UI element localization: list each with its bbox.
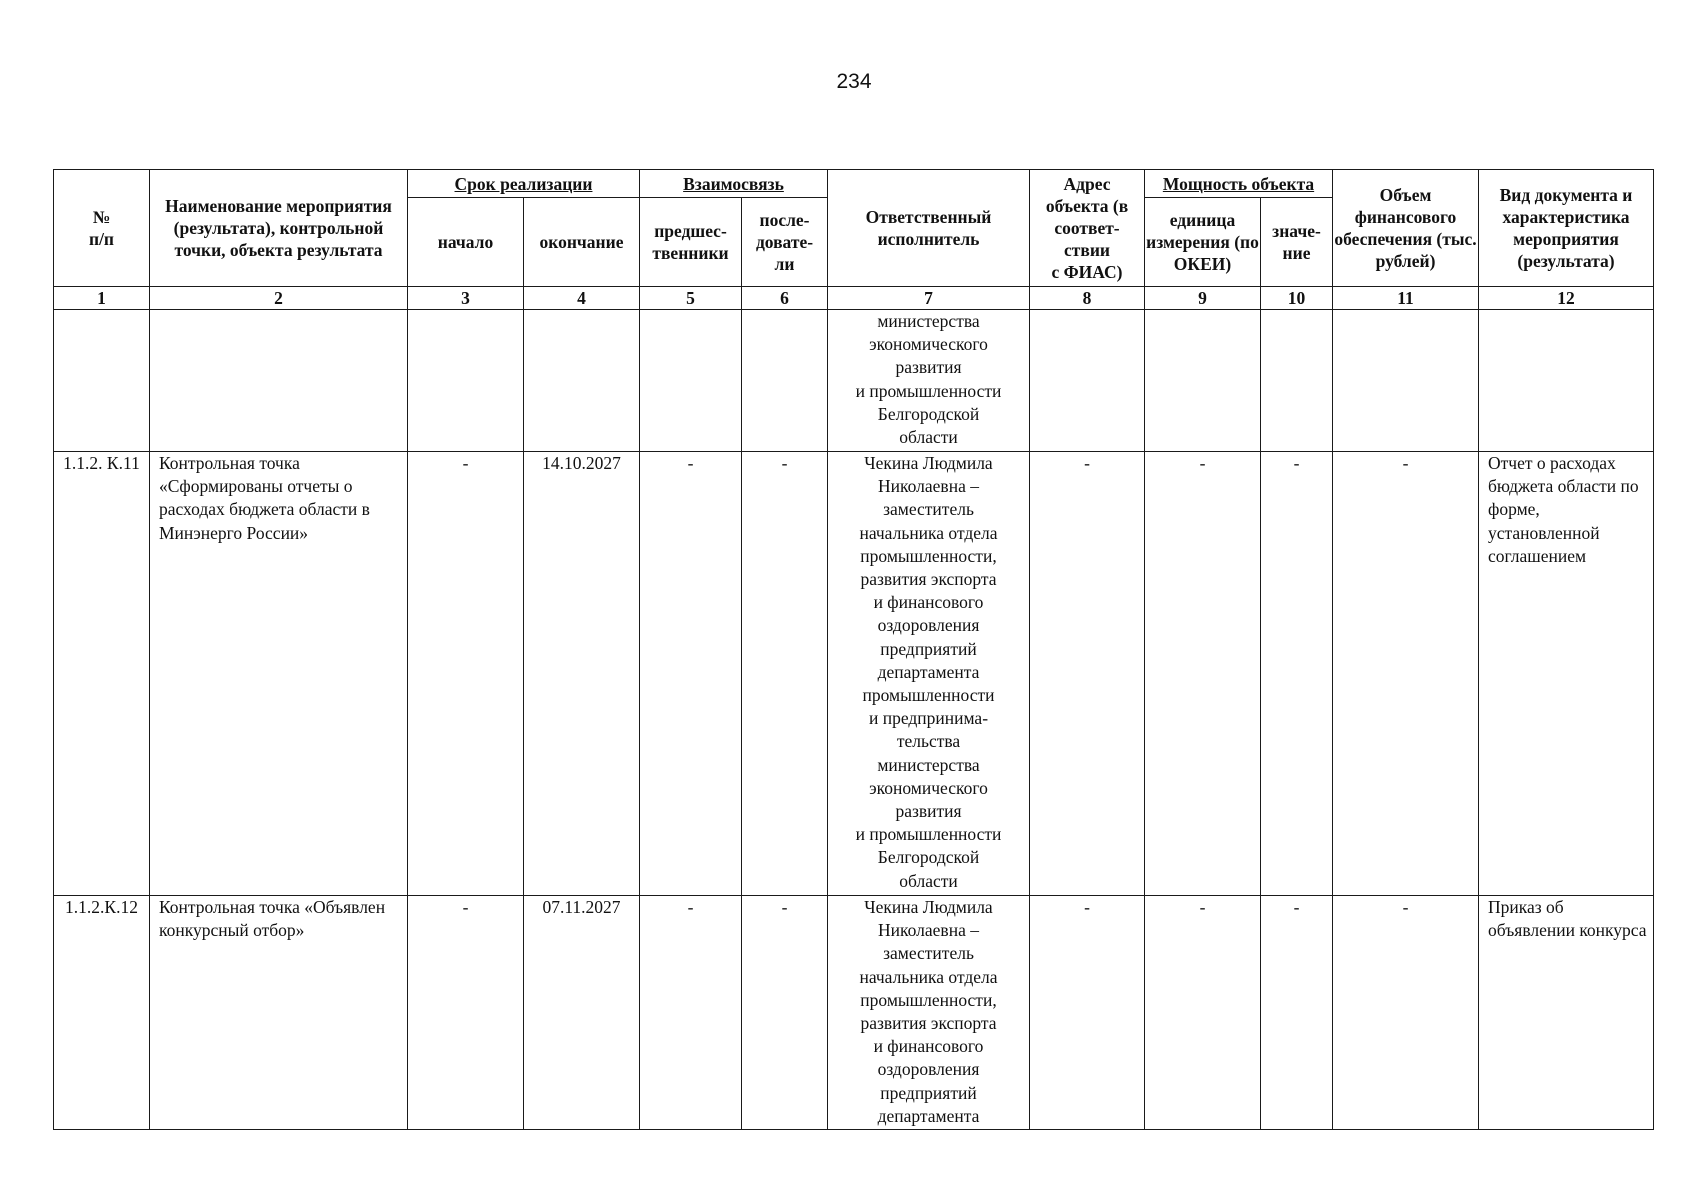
executor-line: министерства [877, 754, 980, 775]
executor-line: предприятий [880, 1082, 977, 1103]
header-link-next: после- довате- ли [742, 198, 828, 287]
executor-line: заместитель [883, 943, 974, 964]
row-finance: - [1333, 452, 1479, 896]
row-doc: Отчет о расходах бюджета области по форме, установленной соглашением [1479, 452, 1654, 896]
row-value [1261, 310, 1333, 452]
row-next: - [742, 452, 828, 896]
header-capacity-unit: единица измерения (по ОКЕИ) [1145, 198, 1261, 287]
column-number: 4 [524, 287, 640, 310]
row-address: - [1030, 896, 1145, 1130]
header-term-end: окончание [524, 198, 640, 287]
executor-line: экономического [869, 334, 988, 355]
header-no: № п/п [54, 170, 150, 287]
executor-line: промышленности [862, 685, 995, 706]
row-no: 1.1.2.К.12 [54, 896, 150, 1130]
row-doc [1479, 310, 1654, 452]
header-link-prev: предшес- твенники [640, 198, 742, 287]
executor-line: Чекина Людмила [864, 453, 993, 473]
executor-line: Николаевна – [878, 476, 979, 497]
row-value: - [1261, 896, 1333, 1130]
column-number: 8 [1030, 287, 1145, 310]
executor-line: промышленности, [860, 989, 997, 1010]
header-finance: Объем финансового обеспечения (тыс. рублей) [1333, 170, 1479, 287]
executor-line: развития экспорта [860, 569, 997, 590]
header-address: Адрес объекта (в соответ- ствии с ФИАС) [1030, 170, 1145, 287]
column-number: 7 [828, 287, 1030, 310]
row-name: Контрольная точка «Объявлен конкурсный отбор» [150, 896, 408, 1130]
row-finance [1333, 310, 1479, 452]
row-prev: - [640, 452, 742, 896]
column-numbers-row [54, 287, 1654, 310]
row-executor [828, 310, 1030, 452]
executor-line: министерства [877, 311, 980, 331]
row-start [408, 310, 524, 452]
executor-line: и предпринима- [868, 708, 989, 729]
page-number: 234 [836, 70, 872, 93]
row-prev: - [640, 896, 742, 1130]
row-unit: - [1145, 896, 1261, 1130]
row-name [150, 310, 408, 452]
table-row [54, 452, 1654, 896]
row-executor [828, 896, 1030, 1130]
row-no: 1.1.2. К.11 [54, 452, 150, 896]
executor-line: области [899, 427, 958, 448]
header-term-group: Срок реализации [408, 170, 640, 198]
executor-line: промышленности, [860, 545, 997, 566]
header-executor: Ответственный исполнитель [828, 170, 1030, 287]
table-row [54, 896, 1654, 1130]
executor-line: департамента [877, 1105, 980, 1126]
executor-line: тельства [896, 731, 961, 752]
column-number: 10 [1261, 287, 1333, 310]
executor-line: оздоровления [877, 615, 980, 636]
header-name: Наименование мероприятия (результата), контрольной точки, объекта результата [150, 170, 408, 287]
executor-line: начальника отдела [859, 966, 998, 987]
executor-line: предприятий [880, 638, 977, 659]
header-link-group: Взаимосвязь [640, 170, 828, 198]
executor-line: Белгородской [877, 403, 980, 424]
executor-line: оздоровления [877, 1059, 980, 1080]
column-number: 12 [1479, 287, 1654, 310]
header-term-start: начало [408, 198, 524, 287]
row-name: Контрольная точка «Сформированы отчеты о расходах бюджета области в Минэнерго России» [150, 452, 408, 896]
executor-line: и финансового [873, 592, 984, 613]
table-row [54, 310, 1654, 452]
column-number: 6 [742, 287, 828, 310]
header-row-top [54, 170, 1654, 198]
header-capacity-group: Мощность объекта [1145, 170, 1333, 198]
row-unit [1145, 310, 1261, 452]
row-value: - [1261, 452, 1333, 896]
row-start: - [408, 896, 524, 1130]
executor-line: Николаевна – [878, 920, 979, 941]
row-start: - [408, 452, 524, 896]
row-executor [828, 452, 1030, 896]
row-unit: - [1145, 452, 1261, 896]
column-number: 3 [408, 287, 524, 310]
header-doc: Вид документа и характеристика мероприятия (результата) [1479, 170, 1654, 287]
executor-line: и финансового [873, 1036, 984, 1057]
column-number: 5 [640, 287, 742, 310]
executor-line: департамента [877, 661, 980, 682]
executor-line: Чекина Людмила [864, 897, 993, 917]
row-finance: - [1333, 896, 1479, 1130]
column-number: 2 [150, 287, 408, 310]
row-end: 07.11.2027 [524, 896, 640, 1130]
activities-table [53, 169, 1654, 1130]
executor-line: заместитель [883, 499, 974, 520]
executor-line: и промышленности [855, 380, 1002, 401]
row-next [742, 310, 828, 452]
row-no [54, 310, 150, 452]
executor-line: развития экспорта [860, 1013, 997, 1034]
header-capacity-value: значе- ние [1261, 198, 1333, 287]
column-number: 11 [1333, 287, 1479, 310]
row-next: - [742, 896, 828, 1130]
executor-line: и промышленности [855, 824, 1002, 845]
executor-line: области [899, 870, 958, 891]
column-number: 9 [1145, 287, 1261, 310]
executor-line: развития [895, 357, 962, 378]
row-prev [640, 310, 742, 452]
row-address [1030, 310, 1145, 452]
row-doc: Приказ об объявлении конкурса [1479, 896, 1654, 1130]
executor-line: экономического [869, 777, 988, 798]
executor-line: начальника отдела [859, 522, 998, 543]
executor-line: Белгородской [877, 847, 980, 868]
row-address: - [1030, 452, 1145, 896]
column-number: 1 [54, 287, 150, 310]
row-end: 14.10.2027 [524, 452, 640, 896]
row-end [524, 310, 640, 452]
executor-line: развития [895, 801, 962, 822]
